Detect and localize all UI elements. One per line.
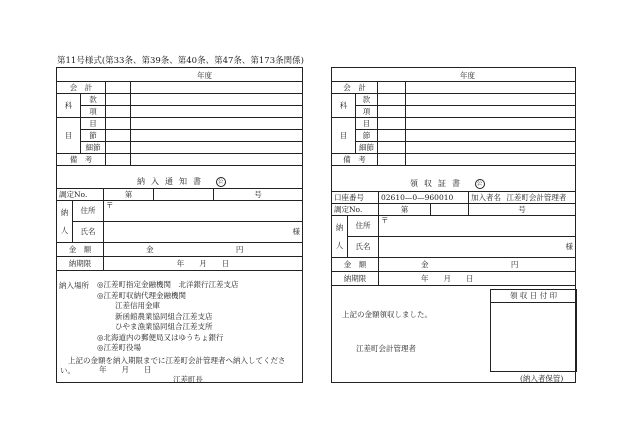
payment-place-item: ◎江差町役場 — [97, 343, 142, 352]
receipt-stamp-box — [490, 289, 577, 372]
postal-mark: 〒 — [381, 216, 389, 225]
amount-en: 円 — [235, 244, 244, 254]
nounyu-label — [332, 216, 348, 258]
name-label: 氏名 — [73, 222, 104, 243]
account-no-label: 口座番号 — [332, 192, 379, 204]
account-table — [56, 81, 303, 166]
address-field — [379, 216, 576, 237]
account-setsu-label: 節 — [356, 130, 378, 142]
account-saisetsu-label: 細節 — [356, 142, 378, 154]
address-field — [104, 201, 303, 222]
amount-kin: 金 — [421, 259, 429, 269]
amount-label: 金 額 — [332, 258, 379, 272]
account-moku-label: 目 — [57, 118, 81, 154]
account-bikou-label: 備 考 — [332, 154, 378, 166]
account-kou-label: 項 — [356, 106, 378, 118]
mayor-signature: 江差町長 — [173, 375, 203, 384]
sama-label: 様 — [292, 227, 300, 236]
payment-place-item: ◎江差町指定金融機関 北洋銀行江差支店 — [97, 280, 239, 289]
name-field — [379, 237, 576, 258]
account-bikou-label: 備 考 — [57, 154, 106, 166]
address-label: 住所 — [348, 216, 379, 237]
notice-title — [137, 176, 226, 187]
account-kaikei-label: 会 計 — [332, 82, 378, 94]
notice-no-dai: 第 — [104, 189, 154, 201]
account-saisetsu-label: 細節 — [81, 142, 106, 154]
nounyu-bottom: 人 — [60, 225, 69, 235]
account-setsu-label: 節 — [81, 130, 106, 142]
account-kou-label: 項 — [81, 106, 106, 118]
receipt-sheet — [331, 67, 576, 383]
payment-notice-sheet — [56, 67, 303, 383]
treasurer-signature: 江差町会計管理者 — [356, 344, 416, 353]
payment-place-label: 納入場所 — [59, 281, 89, 290]
notice-title-text: 納入通知書 — [137, 177, 207, 186]
postal-mark: 〒 — [106, 201, 114, 210]
nounyu-label — [57, 201, 73, 243]
notice-no-gou: 号 — [469, 204, 576, 216]
deadline-label: 納期限 — [332, 272, 379, 286]
payment-place-item: 新函館農業協同組合江差支店 — [115, 311, 213, 321]
payee-cell — [469, 192, 576, 204]
payment-place-item: ◎江差町収納代理金融機関 — [97, 290, 187, 300]
amount-en: 円 — [510, 259, 519, 269]
account-mokuitem-label: 目 — [356, 118, 378, 130]
name-label: 氏名 — [348, 237, 379, 258]
deadline-label: 納期限 — [57, 257, 104, 271]
payee-value: 江差町会計管理者 — [506, 192, 567, 202]
sama-label: 様 — [565, 242, 573, 251]
public-seal-icon: 公 — [216, 177, 226, 187]
receipt-payer-table — [331, 191, 576, 286]
account-ka-label: 科 — [332, 94, 356, 118]
nounyu-top: 納 — [335, 222, 344, 232]
notice-no-label: 調定No. — [332, 204, 379, 216]
receipt-stamp-label: 領 収 日 付 印 — [491, 290, 576, 303]
account-ka-label: 科 — [57, 94, 81, 118]
payment-instruction: 上記の金額を納入期限までに江差町会計管理者へ納入してください。 — [60, 356, 286, 375]
payment-place-item: 江差信用金庫 — [115, 301, 160, 310]
amount-field — [379, 258, 576, 272]
fiscal-year-label: 年度 — [460, 71, 475, 80]
account-mokuitem-label: 目 — [81, 118, 106, 130]
account-moku-label: 目 — [332, 118, 356, 154]
account-table — [331, 81, 576, 166]
account-kan-label: 款 — [356, 94, 378, 106]
nounyu-bottom: 人 — [335, 240, 344, 250]
payee-label: 加入者名 — [471, 192, 501, 202]
deadline-field: 年 月 日 — [104, 257, 303, 271]
payer-table — [56, 188, 303, 271]
amount-label: 金 額 — [57, 243, 104, 257]
nounyu-top: 納 — [60, 207, 69, 217]
amount-kin: 金 — [146, 244, 154, 254]
notice-no-dai: 第 — [379, 204, 431, 216]
received-text: 上記の金額領収しました。 — [342, 310, 432, 319]
notice-no-gou: 号 — [214, 189, 303, 201]
payment-place-item: ◎北海道内の郵便局又はゆうちょ銀行 — [97, 332, 224, 342]
deadline-field — [379, 272, 576, 286]
address-label: 住所 — [73, 201, 104, 222]
fiscal-year-label: 年度 — [197, 71, 212, 80]
name-field — [104, 222, 303, 243]
payer-copy-note: (納入者保管) — [520, 374, 564, 383]
amount-field — [104, 243, 303, 257]
receipt-title — [410, 178, 485, 189]
receipt-title-text: 領収証書 — [410, 179, 466, 188]
issue-date: 年 月 日 — [99, 365, 152, 374]
notice-no-label: 調定No. — [57, 189, 104, 201]
account-kaikei-label: 会 計 — [57, 82, 106, 94]
form-reference: 第11号様式(第33条、第39条、第40条、第47条、第173条関係) — [57, 56, 304, 66]
public-seal-icon: 公 — [475, 179, 485, 189]
payment-place-list — [97, 280, 239, 354]
deadline-date: 年 月 日 — [421, 273, 474, 283]
account-kan-label: 款 — [81, 94, 106, 106]
payment-place-item: ひやま漁業協同組合江差支所 — [115, 322, 213, 331]
account-no-value: 02610—0—960010 — [379, 192, 469, 204]
